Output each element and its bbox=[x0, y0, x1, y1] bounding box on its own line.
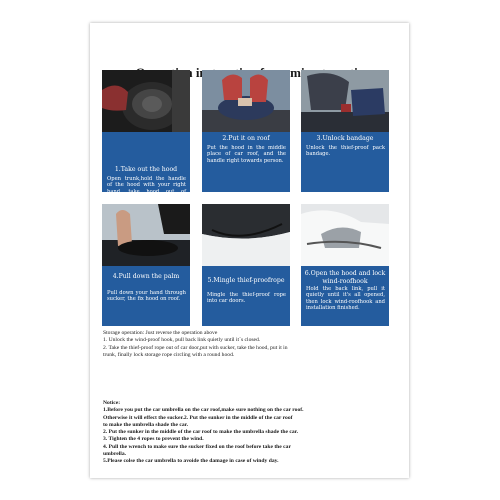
step-photo-1 bbox=[102, 70, 190, 132]
step-text-3: Unlock the thief-proof pack bandage. bbox=[306, 145, 385, 158]
step-title-3: 3.Unlock bandage bbox=[316, 135, 374, 142]
storage-section bbox=[103, 330, 403, 359]
step-title-4: 4.Pull down the palm bbox=[112, 273, 180, 280]
step-photo-5 bbox=[202, 204, 290, 266]
step-text-4: Pull down your hand through sucker, the fix hood on roof. bbox=[107, 290, 186, 303]
notice-line: 2. Put the sunker in the middle of the car roof to make the umbrella shade the car. bbox=[103, 429, 298, 436]
step-title-6: 6.Open the hood and lock wind-roofhook bbox=[304, 270, 386, 285]
notice-line: 4. Pull the wrench to make sure the sucker fixed on the roof before take the car bbox=[103, 443, 291, 450]
notice-line: 5.Please colse the car umbrella to avoide the damage in case of windy day. bbox=[103, 458, 279, 465]
notice-line: to make the umbrella shade the car. bbox=[103, 421, 188, 428]
step-card-1 bbox=[102, 70, 190, 202]
step-title-1: 1.Take out the hood bbox=[114, 166, 178, 173]
instruction-sheet bbox=[90, 23, 409, 478]
step-card-4 bbox=[102, 204, 190, 326]
page-title: semi bbox=[279, 65, 305, 80]
storage-line: 2. Take the thief-proof rope out of car door,put with sucker, take the hood, put it in bbox=[103, 344, 288, 351]
notice-heading: Notice: bbox=[103, 400, 121, 406]
step-card-5 bbox=[202, 204, 290, 326]
storage-line: trunk, finally lock storage rope circling with a round hood. bbox=[103, 351, 235, 358]
step-title-5: 5.Mingle thief-proofrope bbox=[207, 277, 285, 284]
step-text-2: Put the hood in the middle place of car roof, and the handle right towards person. bbox=[207, 145, 286, 164]
step-photo-6 bbox=[301, 204, 389, 266]
step-photo-3 bbox=[301, 70, 389, 132]
step-photo-2 bbox=[202, 70, 290, 132]
step-text-5: Mingle the thief-proof rope into car doors. bbox=[207, 292, 286, 305]
step-card-2 bbox=[202, 70, 290, 192]
step-text-6: Hold the back link, pull it quietly until it's all opened, then lock wind-roofhook and installation finished. bbox=[306, 286, 385, 312]
notice-line: 3. Tighten the 4 ropes to prevent the wind. bbox=[103, 436, 204, 443]
storage-heading: Storage operation: Just reverse the operation above bbox=[103, 330, 218, 336]
notice-line: umbrella. bbox=[103, 451, 127, 458]
step-text-1: Open trunk,hold the handle of the hood with your right hand, take hood out of trunk,then close the trunk. bbox=[107, 176, 186, 202]
notice-section bbox=[103, 400, 403, 466]
storage-line: 1. Unlock the wind-proof hook, pull back link quietly until it`s closed. bbox=[103, 337, 261, 344]
step-card-6 bbox=[301, 204, 389, 326]
step-title-2: 2.Put it on roof bbox=[222, 135, 270, 142]
step-photo-4 bbox=[102, 204, 190, 266]
notice-line: Otherwise it will effect the sucker.2. Put the sunker in the middle of the car roof bbox=[103, 414, 293, 421]
step-card-3 bbox=[301, 70, 389, 192]
notice-line: 1.Before you put the car umbrella on the car roof,make sure nothing on the car roof. bbox=[103, 407, 304, 414]
